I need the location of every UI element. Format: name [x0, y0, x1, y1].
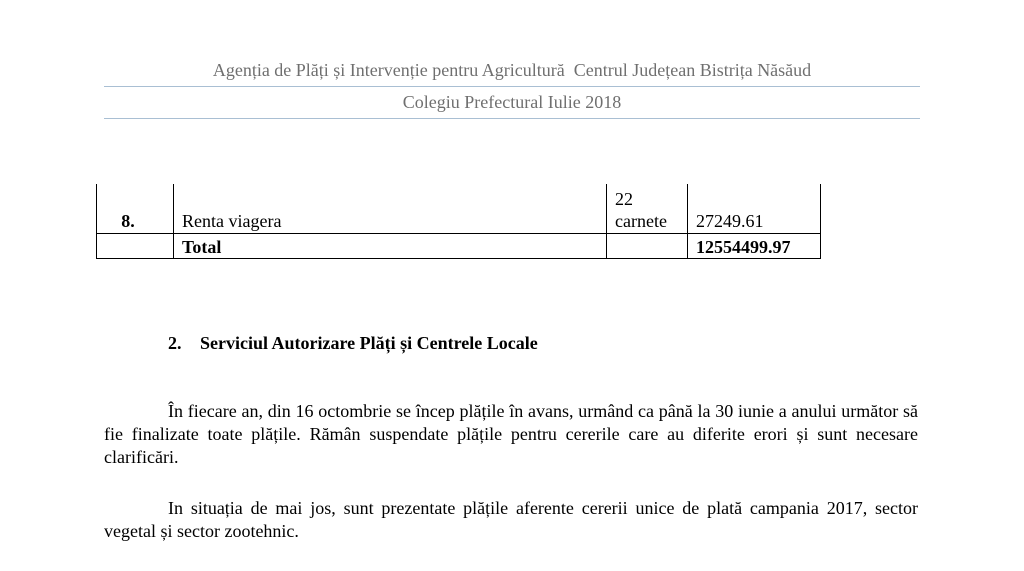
total-qty-empty-cell [607, 234, 688, 259]
row-quantity [607, 184, 688, 234]
payments-table-grid [96, 184, 821, 259]
section-number: 2. [168, 333, 182, 353]
payments-table [96, 184, 821, 259]
paragraph-advance-payments: În fiecare an, din 16 octombrie se încep plățile în avans, urmând ca până la 30 iunie a anului următor să fie finalizate toate plățile. Rămân suspendate plățile pentru cererile care au diferite erori și sunt necesare clarificări. [104, 401, 918, 467]
table-row [97, 184, 821, 234]
header-agency-name: Agenția de Plăți și Intervenție pentru Agricultură Centrul Județean Bistrița Năsăud [104, 58, 920, 87]
table-total-row [97, 234, 821, 259]
total-label: Total [174, 234, 607, 259]
paragraph-payments-situation: In situația de mai jos, sunt prezentate plățile aferente cererii unice de plată campania 2017, sector vegetal și sector zootehnic. [104, 498, 918, 541]
document-header [104, 58, 920, 119]
row-name: Renta viagera [174, 184, 607, 234]
row-quantity-unit: carnete [615, 211, 667, 231]
total-empty-cell [97, 234, 174, 259]
row-quantity-count: 22 [615, 189, 633, 209]
section-title-text: Serviciul Autorizare Plăți și Centrele Locale [200, 333, 538, 353]
total-value: 12554499.97 [688, 234, 821, 259]
row-number: 8. [97, 184, 174, 234]
row-value: 27249.61 [688, 184, 821, 234]
section-heading [168, 333, 538, 354]
header-report-title: Colegiu Prefectural Iulie 2018 [104, 87, 920, 119]
